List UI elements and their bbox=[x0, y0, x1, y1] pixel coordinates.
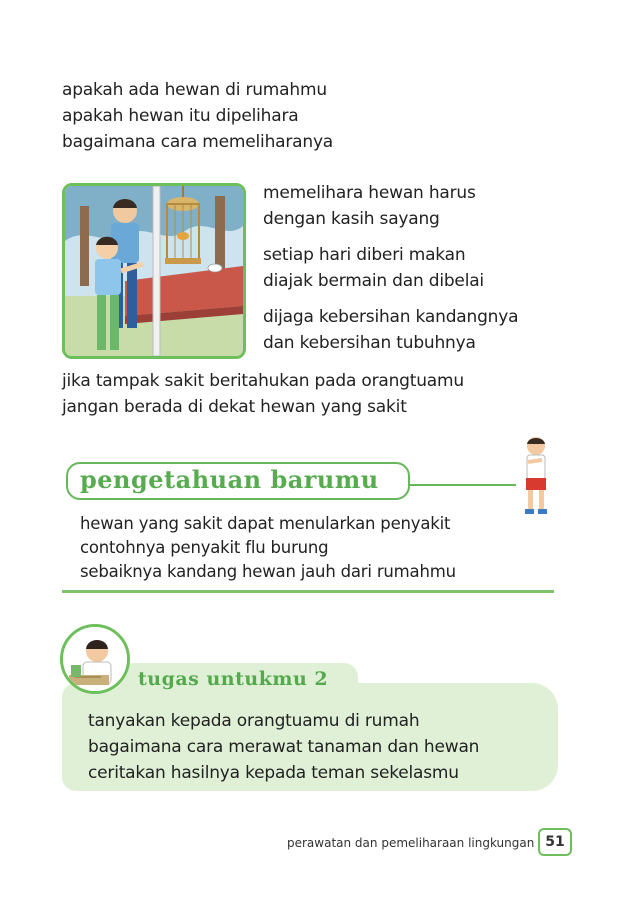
task-title: tugas untukmu 2 bbox=[138, 668, 329, 690]
chapter-footer: perawatan dan pemeliharaan lingkungan bbox=[287, 836, 535, 850]
page-number: 51 bbox=[538, 828, 572, 856]
boys-feeding-bird-illustration bbox=[65, 186, 243, 356]
care-line: dengan kasih sayang bbox=[263, 209, 440, 229]
task-list bbox=[88, 708, 479, 786]
divider bbox=[410, 484, 516, 486]
intro-line: apakah ada hewan di rumahmu bbox=[62, 80, 327, 100]
intro-line: apakah hewan itu dipelihara bbox=[62, 106, 299, 126]
task-line: ceritakan hasilnya kepada teman sekelasmu bbox=[88, 763, 459, 783]
care-line: dijaga kebersihan kandangnya bbox=[263, 307, 519, 327]
knowledge-line: sebaiknya kandang hewan jauh dari rumahmu bbox=[80, 562, 456, 581]
thinking-boy-figure bbox=[514, 434, 558, 518]
note-line: jangan berada di dekat hewan yang sakit bbox=[62, 397, 407, 417]
section-divider bbox=[62, 590, 554, 593]
writing-boy-icon bbox=[63, 627, 127, 691]
care-line: diajak bermain dan dibelai bbox=[263, 271, 484, 291]
thinking-boy-icon bbox=[514, 434, 558, 518]
task-line: bagaimana cara merawat tanaman dan hewan bbox=[88, 737, 480, 757]
care-list bbox=[263, 180, 476, 232]
care-list bbox=[263, 242, 484, 294]
knowledge-line: contohnya penyakit flu burung bbox=[80, 538, 329, 557]
care-list bbox=[263, 304, 518, 356]
note-line: jika tampak sakit beritahukan pada orangtuamu bbox=[62, 371, 464, 391]
care-line: memelihara hewan harus bbox=[263, 183, 476, 203]
knowledge-line: hewan yang sakit dapat menularkan penyakit bbox=[80, 514, 451, 533]
intro-line: bagaimana cara memeliharanya bbox=[62, 132, 334, 152]
new-knowledge-title: pengetahuan barumu bbox=[80, 465, 379, 494]
sick-animal-note bbox=[62, 368, 464, 420]
writing-boy-avatar bbox=[60, 624, 130, 694]
task-line: tanyakan kepada orangtuamu di rumah bbox=[88, 711, 420, 731]
care-line: dan kebersihan tubuhnya bbox=[263, 333, 476, 353]
new-knowledge-list bbox=[80, 512, 456, 584]
intro-text bbox=[62, 77, 333, 155]
illustration-boys-bird-cage bbox=[62, 183, 246, 359]
care-line: setiap hari diberi makan bbox=[263, 245, 466, 265]
